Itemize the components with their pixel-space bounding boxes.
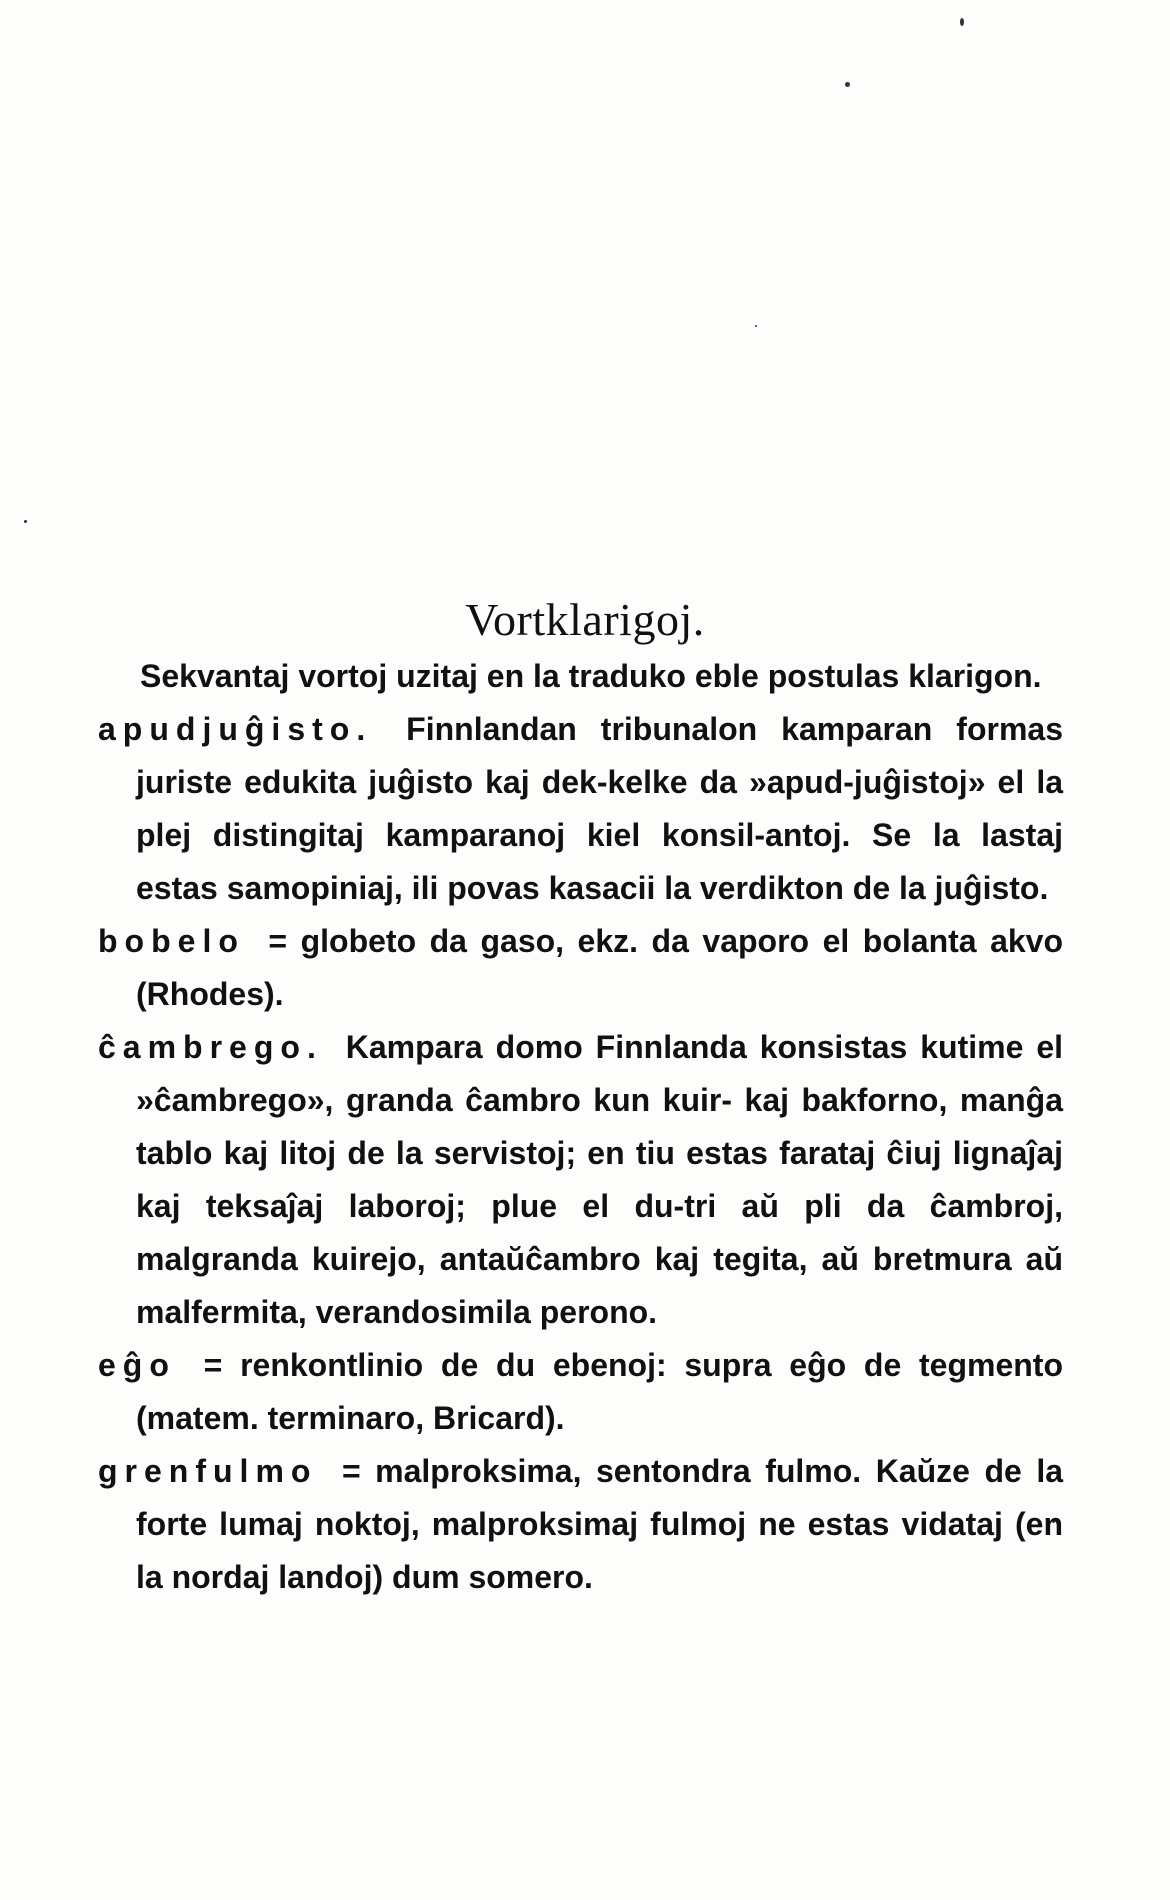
glossary-entry	[98, 1339, 1063, 1445]
glossary-entry	[98, 703, 1063, 915]
page-title: Vortklarigoj.	[465, 593, 705, 645]
entry-definition: = globeto da gaso, ekz. da vaporo el bolanta akvo (Rhodes).	[136, 923, 1064, 1012]
entry-definition: Finnlandan tribunalon kamparan formas juriste edukita juĝisto kaj dek-kelke da »apud-juĝistoj» el la plej distingitaj kamparanoj kiel konsil-antoj. Se la lastaj estas samopiniaj, ili povas kasacii la verdikton de la juĝisto.	[136, 711, 1064, 906]
entry-headword: grenfulmo	[98, 1453, 318, 1489]
entry-definition: = renkontlinio de du ebenoj: supra eĝo de tegmento (matem. terminaro, Bricard).	[136, 1347, 1064, 1436]
print-speck	[24, 520, 27, 523]
glossary-entry	[98, 915, 1063, 1021]
entry-headword: eĝo	[98, 1347, 176, 1383]
entry-definition: = malproksima, sentondra fulmo. Kaŭze de la forte lumaj noktoj, malproksimaj fulmoj ne estas vidataj (en la nordaj landoj) dum somero.	[136, 1453, 1063, 1595]
print-speck	[755, 325, 757, 327]
entry-definition: Kampara domo Finnlanda konsistas kutime el »ĉambrego», granda ĉambro kun kuir- kaj bakforno, manĝa tablo kaj litoj de la servistoj; en tiu estas farataj ĉiuj lignaĵaj kaj teksaĵaj laboroj; plue el du-tri aŭ pli da ĉambroj, malgranda kuirejo, antaŭĉambro kaj tegita, aŭ bretmura aŭ malfermita, verandosimila perono.	[136, 1029, 1064, 1330]
print-speck	[845, 82, 850, 87]
entry-headword: apudjuĝisto.	[98, 711, 373, 747]
entry-headword: ĉambrego.	[98, 1029, 323, 1065]
entry-headword: bobelo	[98, 923, 245, 959]
intro-paragraph	[98, 650, 1063, 703]
glossary-entry	[98, 1021, 1063, 1339]
intro-text: Sekvantaj vortoj uzitaj en la traduko eble postulas klarigon.	[140, 658, 1042, 694]
print-speck	[960, 18, 964, 26]
glossary-entry	[98, 1445, 1063, 1604]
glossary-body	[98, 650, 1063, 1604]
